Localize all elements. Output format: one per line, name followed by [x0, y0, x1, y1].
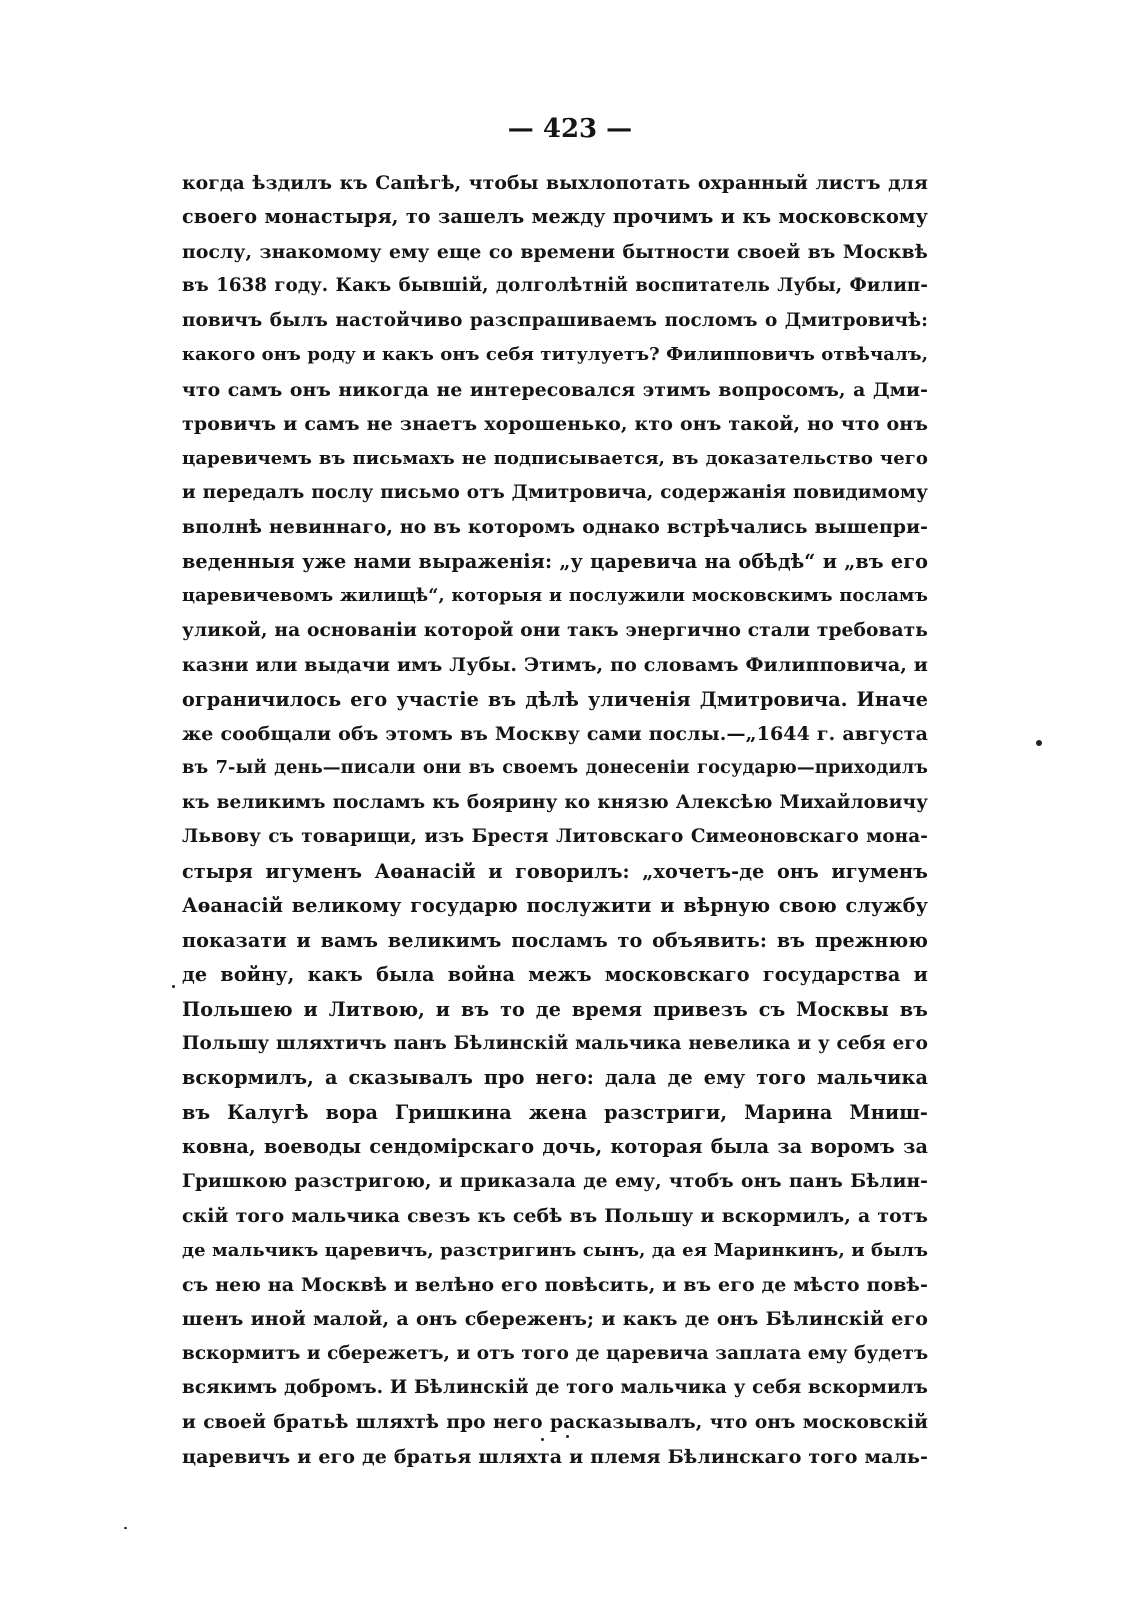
page-number: — 423 —: [507, 114, 633, 144]
text-line: ковна, воеводы сендомірскаго дочь, которая была за воромъ за: [182, 1135, 928, 1159]
scan-speck: [566, 1435, 569, 1438]
text-line: когда ѣздилъ къ Сапѣгѣ, чтобы выхлопотать охранный листъ для: [182, 172, 928, 194]
text-line: вполнѣ невиннаго, но въ которомъ однако встрѣчались вышепри-: [182, 516, 928, 539]
text-line: ограничилось его участіе въ дѣлѣ уличенія Дмитровича. Иначе: [182, 687, 928, 711]
text-line: всякимъ добромъ. И Бѣлинскій де того мальчика у себя вскормилъ: [182, 1377, 928, 1399]
text-line: какого онъ роду и какъ онъ себя титулуетъ? Филипповичъ отвѣчалъ,: [182, 344, 929, 366]
text-line: царевичемъ въ письмахъ не подписывается, въ доказательство чего: [182, 447, 928, 469]
text-line: веденныя уже нами выраженія: „у царевича на обѣдѣ“ и „въ его: [182, 549, 928, 573]
text-line: де мальчикъ царевичъ, разстригинъ сынъ, да ея Маринкинъ, и былъ: [182, 1239, 928, 1261]
text-line: послу, знакомому ему еще со времени бытности своей въ Москвѣ: [182, 240, 928, 263]
text-line: и передалъ послу письмо отъ Дмитровича, содержанія повидимому: [182, 481, 928, 503]
text-line: въ 7-ый день—писали они въ своемъ донесеніи государю—приходилъ: [182, 757, 928, 779]
text-line: Польшу шляхтичъ панъ Бѣлинскій мальчика невелика и у себя его: [182, 1032, 928, 1054]
text-line: вскормилъ, а сказывалъ про него: дала де ему того мальчика: [182, 1066, 928, 1090]
text-line: Гришкою разстригою, и приказала де ему, чтобъ онъ панъ Бѣлин-: [182, 1170, 928, 1192]
text-line: царевичевомъ жилищѣ“, которыя и послужили московскимъ посламъ: [182, 585, 928, 607]
text-line: казни или выдачи имъ Лубы. Этимъ, по словамъ Филипповича, и: [182, 654, 928, 677]
text-line: и своей братьѣ шляхтѣ про него расказывалъ, что онъ московскій: [182, 1411, 928, 1433]
text-line: царевичъ и его де братья шляхта и племя Бѣлинскаго того маль-: [182, 1446, 928, 1469]
text-line: повичъ былъ настойчиво разспрашиваемъ посломъ о Дмитровичѣ:: [182, 309, 928, 331]
text-line: Аѳанасій великому государю послужити и вѣрную свою службу: [182, 894, 928, 918]
text-line: скій того мальчика свезъ къ себѣ въ Польшу и вскормилъ, а тотъ: [182, 1205, 928, 1228]
text-body: [182, 166, 928, 1475]
text-line: же сообщали объ этомъ въ Москву сами послы.—„1644 г. августа: [182, 723, 928, 745]
scan-speck: [124, 1527, 127, 1529]
text-line: своего монастыря, то зашелъ между прочимъ и къ московскому: [182, 205, 928, 229]
text-line: что самъ онъ никогда не интересовался этимъ вопросомъ, а Дми-: [182, 378, 928, 401]
text-line: Львову съ товарищи, изъ Брестя Литовскаго Симеоновскаго мона-: [182, 826, 928, 848]
text-line: въ Калугѣ вора Гришкина жена разстриги, Марина Мниш-: [182, 1100, 928, 1124]
text-line: въ 1638 году. Какъ бывшій, долголѣтній воспитатель Лубы, Филип-: [182, 275, 928, 297]
scan-speck: [1036, 740, 1042, 746]
text-line: стыря игуменъ Аѳанасій и говорилъ: „хочетъ-де онъ игуменъ: [182, 859, 928, 883]
text-line: де войну, какъ была война межъ московскаго государства и: [182, 963, 928, 987]
scan-speck: [541, 1438, 544, 1441]
text-line: показати и вамъ великимъ посламъ то объявить: въ прежнюю: [182, 928, 928, 952]
text-line: Польшею и Литвою, и въ то де время привезъ съ Москвы въ: [182, 997, 928, 1021]
scan-speck: [172, 985, 175, 988]
text-line: къ великимъ посламъ къ боярину ко князю Алексѣю Михайловичу: [182, 791, 928, 813]
text-line: съ нею на Москвѣ и велѣно его повѣсить, и въ его де мѣсто повѣ-: [182, 1274, 928, 1296]
text-line: уликой, на основаніи которой они такъ энергично стали требовать: [182, 619, 928, 641]
text-line: вскормитъ и сбережетъ, и отъ того де царевича заплата ему будетъ: [182, 1342, 929, 1364]
text-line: тровичъ и самъ не знаетъ хорошенько, кто онъ такой, но что онъ: [182, 413, 928, 436]
text-line: шенъ иной малой, а онъ сбереженъ; и какъ де онъ Бѣлинскій его: [182, 1308, 928, 1331]
